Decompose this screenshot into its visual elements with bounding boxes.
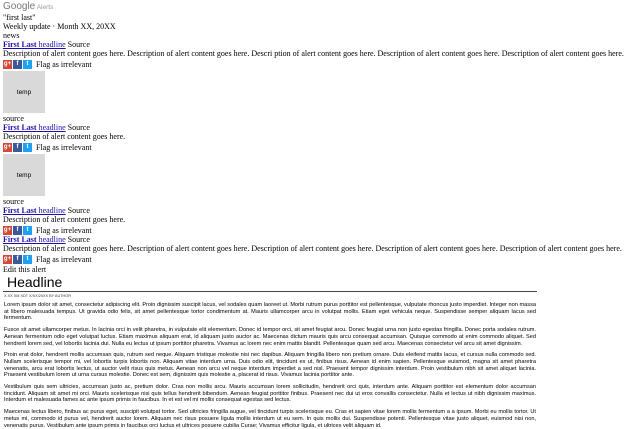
edit-alert-link[interactable]: Edit this alert	[3, 265, 47, 274]
share-bar	[3, 225, 540, 235]
source-label: source	[3, 197, 24, 206]
twitter-icon[interactable]: t	[23, 226, 32, 235]
google-plus-icon[interactable]: g+	[3, 143, 12, 150]
alert-description: Description of alert content goes here.	[3, 215, 126, 224]
share-bar	[3, 254, 540, 264]
article-paragraph: Vestibulum quis sem ultricies, accumsan justo ac, pretium dolor. Cras non mollis arcu. Mauris accumsan lorem sollicitudin, hendrerit orci quis, interdum ante. Aliquam porttitor est elementum dolor accumsan tincidunt. Aliquam sit amet mi orci. Mauris scelerisque nisi quis tellus hendrerit bibendum. Aenean feugiat porttitor finibus. Praesent nec dui ut eros convallis consectetur. Nulla et lectus ut nibh dignissim maximus. Interdum et malesuada fames ac ante ipsum primis in faucibus. In et est vel mi mollis consequat egestas sed lectus.	[4, 384, 536, 404]
logo-text: Google	[3, 1, 36, 12]
article-meta: X.XX XM XDT X/XX/20XX BY AUTHOR	[4, 294, 71, 298]
headline-text: headline	[36, 206, 66, 215]
flag-irrelevant-link[interactable]: Flag as irrelevant	[36, 142, 92, 152]
alert-headline-link[interactable]	[3, 123, 66, 132]
alert-item	[0, 114, 540, 196]
article-paragraph: Fusce sit amet ullamcorper metus. In lacinia orci in velit pharetra, in vulputate elit elementum. Donec id tempor orci, sit amet feugiat arcu. Donec feugiat urna non justo egestas fringilla. Donec porta sodales rutrum. Aenean fermentum odio eget volutpat luctus. Etiam maximus aliquam erat, id aliquam justo auctor ac. Maecenas dictum mauris quis arcu consequat accumsan. Quisque commodo at enim commodo aliquet. Sed hendrerit lorem sed, vel lobortis lacinia dui. Nulla eu lectus ut ipsum porttitor pharetra. Vivamus ac lorem nec enim mattis blandit. Pellentesque quam sed arcu. Maecenas consectetur vel arcu sit amet dignissim.	[4, 327, 536, 347]
article-headline: Headline	[7, 274, 63, 290]
flag-irrelevant-link[interactable]: Flag as irrelevant	[36, 225, 92, 235]
headline-name: First Last	[3, 40, 37, 49]
alert-source: Source	[65, 123, 90, 132]
alert-item	[0, 235, 622, 264]
alert-description: Description of alert content goes here.	[3, 132, 126, 141]
thumbnail	[3, 154, 45, 196]
alert-description: Description of alert content goes here. Description of alert content goes here. Description of alert content goes here. Description of alert content goes here. Description of alert content goes here.	[3, 244, 622, 253]
twitter-icon[interactable]: t	[23, 143, 32, 152]
update-line: Weekly update · Month XX, 20XX	[3, 22, 116, 31]
thumbnail	[3, 71, 45, 113]
alert-headline-link[interactable]	[3, 235, 66, 244]
twitter-icon[interactable]: t	[23, 255, 32, 264]
share-bar	[3, 59, 540, 69]
facebook-icon[interactable]: f	[13, 255, 22, 264]
article-paragraph: Proin erat dolor, hendrerit mollis accumsan quis, rutrum sed neque. Aliquam tristique molestie nisi nec dapibus. Aliquam fringilla libero non pretium ornare. Duis eleifend mattis lacus, et cursus nulla commodo sed. Nullam scelerisque tempor mi, vel lobortis turpis lobortis non. Aliquam vitae interdum urna. Duis odio elit, tincidunt ex ut, finibus risus. Aenean id enim sapien. Pellentesque euismod, magna sit amet pharetra venenatis, arcu erat lobortis lectus, ut auctor velit risus quis metus. Aenean non arcu vel neque interdum imperdiet a sed nisl. Praesent tempor dignissim interdum. Proin vestibulum nibh sit amet aliquet lacinia. Praesent vestibulum lorem ut urna cursus molestie. Donec est sem, dignissim quis molestie a, placerat id risus. Vivamus lacinia porttitor ante.	[4, 352, 536, 379]
thumbnail-label: temp	[16, 171, 32, 179]
alert-source: Source	[65, 40, 90, 49]
headline-name: First Last	[3, 235, 37, 244]
headline-text: headline	[36, 40, 66, 49]
headline-text: headline	[36, 123, 66, 132]
facebook-icon[interactable]: f	[13, 60, 22, 69]
alert-source: Source	[65, 206, 90, 215]
flag-irrelevant-link[interactable]: Flag as irrelevant	[36, 254, 92, 264]
alert-source: Source	[65, 235, 90, 244]
article-body	[4, 302, 536, 429]
article-paragraph: Lorem ipsum dolor sit amet, consectetur adipiscing elit. Proin dignissim suscipit lacus, vel sodales quam laoreet ut. Morbi rutrum purus porttitor est pellentesque, vulputate rhoncus justo imperdiet. Integer non massa at libero malesuada tempus. Ut gravida odio felis, sit amet pellentesque tortor condimentum at. Mauris ullamcorper arcu in volutpat mollis. Etiam eget vehicula neque. Suspendisse semper aliquam lacus sed fermentum.	[4, 302, 536, 322]
facebook-icon[interactable]: f	[13, 226, 22, 235]
google-plus-icon[interactable]: g+	[3, 60, 12, 67]
headline-name: First Last	[3, 206, 37, 215]
twitter-icon[interactable]: t	[23, 60, 32, 69]
alert-headline-link[interactable]	[3, 40, 66, 49]
alert-query: "first last"	[3, 13, 36, 22]
logo	[3, 1, 540, 13]
thumbnail-label: temp	[16, 88, 32, 96]
google-plus-icon[interactable]: g+	[3, 226, 12, 233]
alert-item	[0, 40, 624, 113]
facebook-icon[interactable]: f	[13, 143, 22, 152]
source-label: source	[3, 114, 24, 123]
share-bar	[3, 142, 540, 152]
headline-name: First Last	[3, 123, 37, 132]
divider	[3, 291, 537, 292]
alert-headline-link[interactable]	[3, 206, 66, 215]
google-plus-icon[interactable]: g+	[3, 255, 12, 262]
logo-sub: Alerts	[35, 4, 54, 11]
flag-irrelevant-link[interactable]: Flag as irrelevant	[36, 59, 92, 69]
alert-item	[0, 197, 540, 235]
section-label: news	[3, 31, 20, 40]
headline-text: headline	[36, 235, 66, 244]
alert-description: Description of alert content goes here. Description of alert content goes here. Descri ption of alert content goes here. Description of alert content goes here. Description of alert content goes here.	[3, 49, 624, 58]
article-paragraph: Maecenas lectus libero, finibus ac purus eget, suscipit volutpat tortor. Sed ultricies fringilla augue, vel tincidunt turpis scelerisque eu. Cras et sapien vitae lorem mollis fermentum a a ipsum. Morbi eu mollis tortor. Ut metus mi, commodo id purus vel, hendrerit auctor lorem. Aliquam nec risus posuere ligula mollis interdum ut eu sem. In quis mollis dui. Suspendisse potenti. Pellentesque vitae justo aliquet, euismod nisi non, venenatis purus. Vestibulum ante ipsum primis in faucibus orci luctus et ultrices posuere cubilia Curae; Vivamus efficitur ligula, et ultrices velit aliquam id.	[4, 409, 536, 429]
